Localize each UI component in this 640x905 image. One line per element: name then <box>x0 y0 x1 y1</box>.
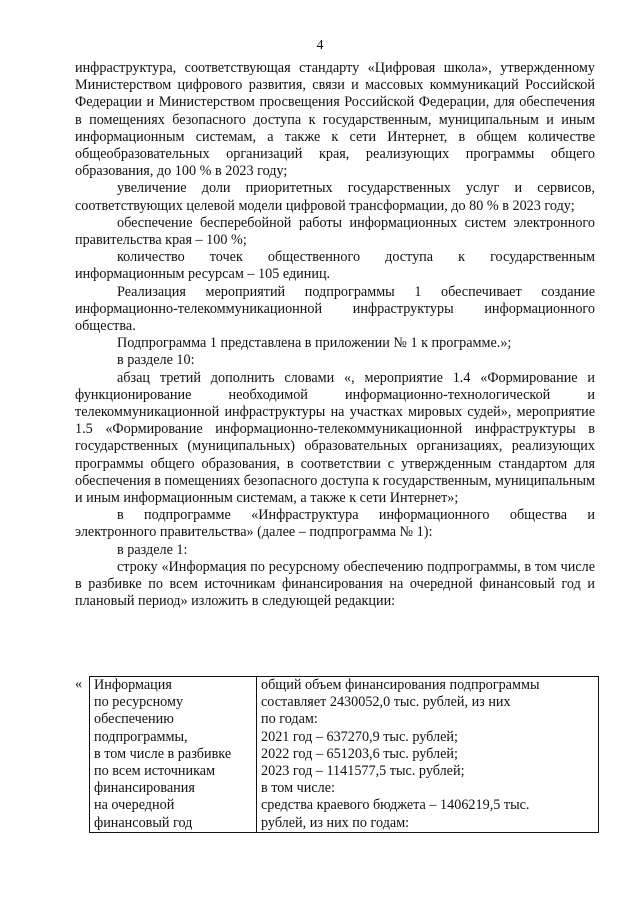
cell-line: финансирования <box>94 780 195 797</box>
paragraph: Подпрограмма 1 представлена в приложении № 1 к программе.»; <box>117 335 512 352</box>
cell-line: рублей, из них по годам: <box>261 814 410 831</box>
cell-line: средства краевого бюджета – 1406219,5 тыс. <box>261 797 530 814</box>
cell-line: 2023 год – 1141577,5 тыс. рублей; <box>261 763 465 780</box>
cell-line: по всем источникам <box>94 763 216 780</box>
cell-line: 2022 год – 651203,6 тыс. рублей; <box>261 745 458 762</box>
table-row <box>90 677 599 833</box>
cell-line: 2021 год – 637270,9 тыс. рублей; <box>261 728 458 745</box>
table-cell-label <box>90 677 257 833</box>
cell-line: обеспечению <box>94 711 174 728</box>
cell-line: составляет 2430052,0 тыс. рублей, из них <box>261 694 511 711</box>
cell-line: подпрограммы, <box>94 728 188 745</box>
paragraph: в разделе 1: <box>117 541 188 558</box>
cell-line: по годам: <box>261 711 318 728</box>
paragraph: Реализация мероприятий подпрограммы 1 обеспечивает создание информационно-телекоммуникационной инфраструктуры информационного общества. <box>75 283 595 335</box>
paragraph: в подпрограмме «Инфраструктура информационного общества и электронного правительства» (далее – подпрограмма № 1): <box>75 507 595 541</box>
paragraph: количество точек общественного доступа к государственным информационным ресурсам – 105 единиц. <box>75 249 595 283</box>
paragraph: обеспечение бесперебойной работы информационных систем электронного правительства края – 100 %; <box>75 214 595 249</box>
opening-quote-mark: « <box>75 676 83 692</box>
paragraph: строку «Информация по ресурсному обеспечению подпрограммы, в том числе в разбивке по всем источникам финансирования на очередной финансовый год и плановый период» изложить в следующей редакции: <box>75 558 595 610</box>
page-number: 4 <box>316 38 324 53</box>
paragraph: инфраструктура, соответствующая стандарту «Цифровая школа», утвержденному Министерством цифрового развития, связи и массовых коммуникаций Российской Федерации и Министерством просвещения Российской Федерации, для обеспечения в помещениях безопасного доступа к государственным, муниципальным и иным информационным системам, а также к сети Интернет, в общем количестве общеобразовательных организаций края, реализующих программы общего образования, до 100 % в 2023 году; <box>75 60 595 180</box>
paragraph: увеличение доли приоритетных государственных услуг и сервисов, соответствующих целевой модели цифровой трансформации, до 80 % в 2023 году; <box>75 180 595 214</box>
cell-line: в том числе в разбивке <box>94 745 232 762</box>
paragraph: абзац третий дополнить словами «, мероприятие 1.4 «Формирование и функционирование необходимой информационно-технологической и телекоммуникационной инфраструктуры на участках мировых судей», мероприятие 1.5 «Формирование информационно-телекоммуникационной инфраструктуры в государственных (муниципальных) образовательных организациях, реализующих программы общего образования, в соответствии с утвержденным стандартом для обеспечения в помещениях безопасного доступа к государственным, муниципальным и иным информационным системам, а также к сети Интернет»; <box>75 369 595 507</box>
resource-table <box>89 676 599 833</box>
cell-line: Информация <box>94 677 172 693</box>
paragraph: в разделе 10: <box>117 352 195 369</box>
cell-line: общий объем финансирования подпрограммы <box>261 677 540 693</box>
cell-line: на очередной <box>94 797 175 814</box>
cell-line: в том числе: <box>261 780 335 797</box>
document-body <box>75 60 595 611</box>
table-cell-value <box>257 677 599 833</box>
cell-line: по ресурсному <box>94 694 184 711</box>
cell-line: финансовый год <box>94 814 193 831</box>
